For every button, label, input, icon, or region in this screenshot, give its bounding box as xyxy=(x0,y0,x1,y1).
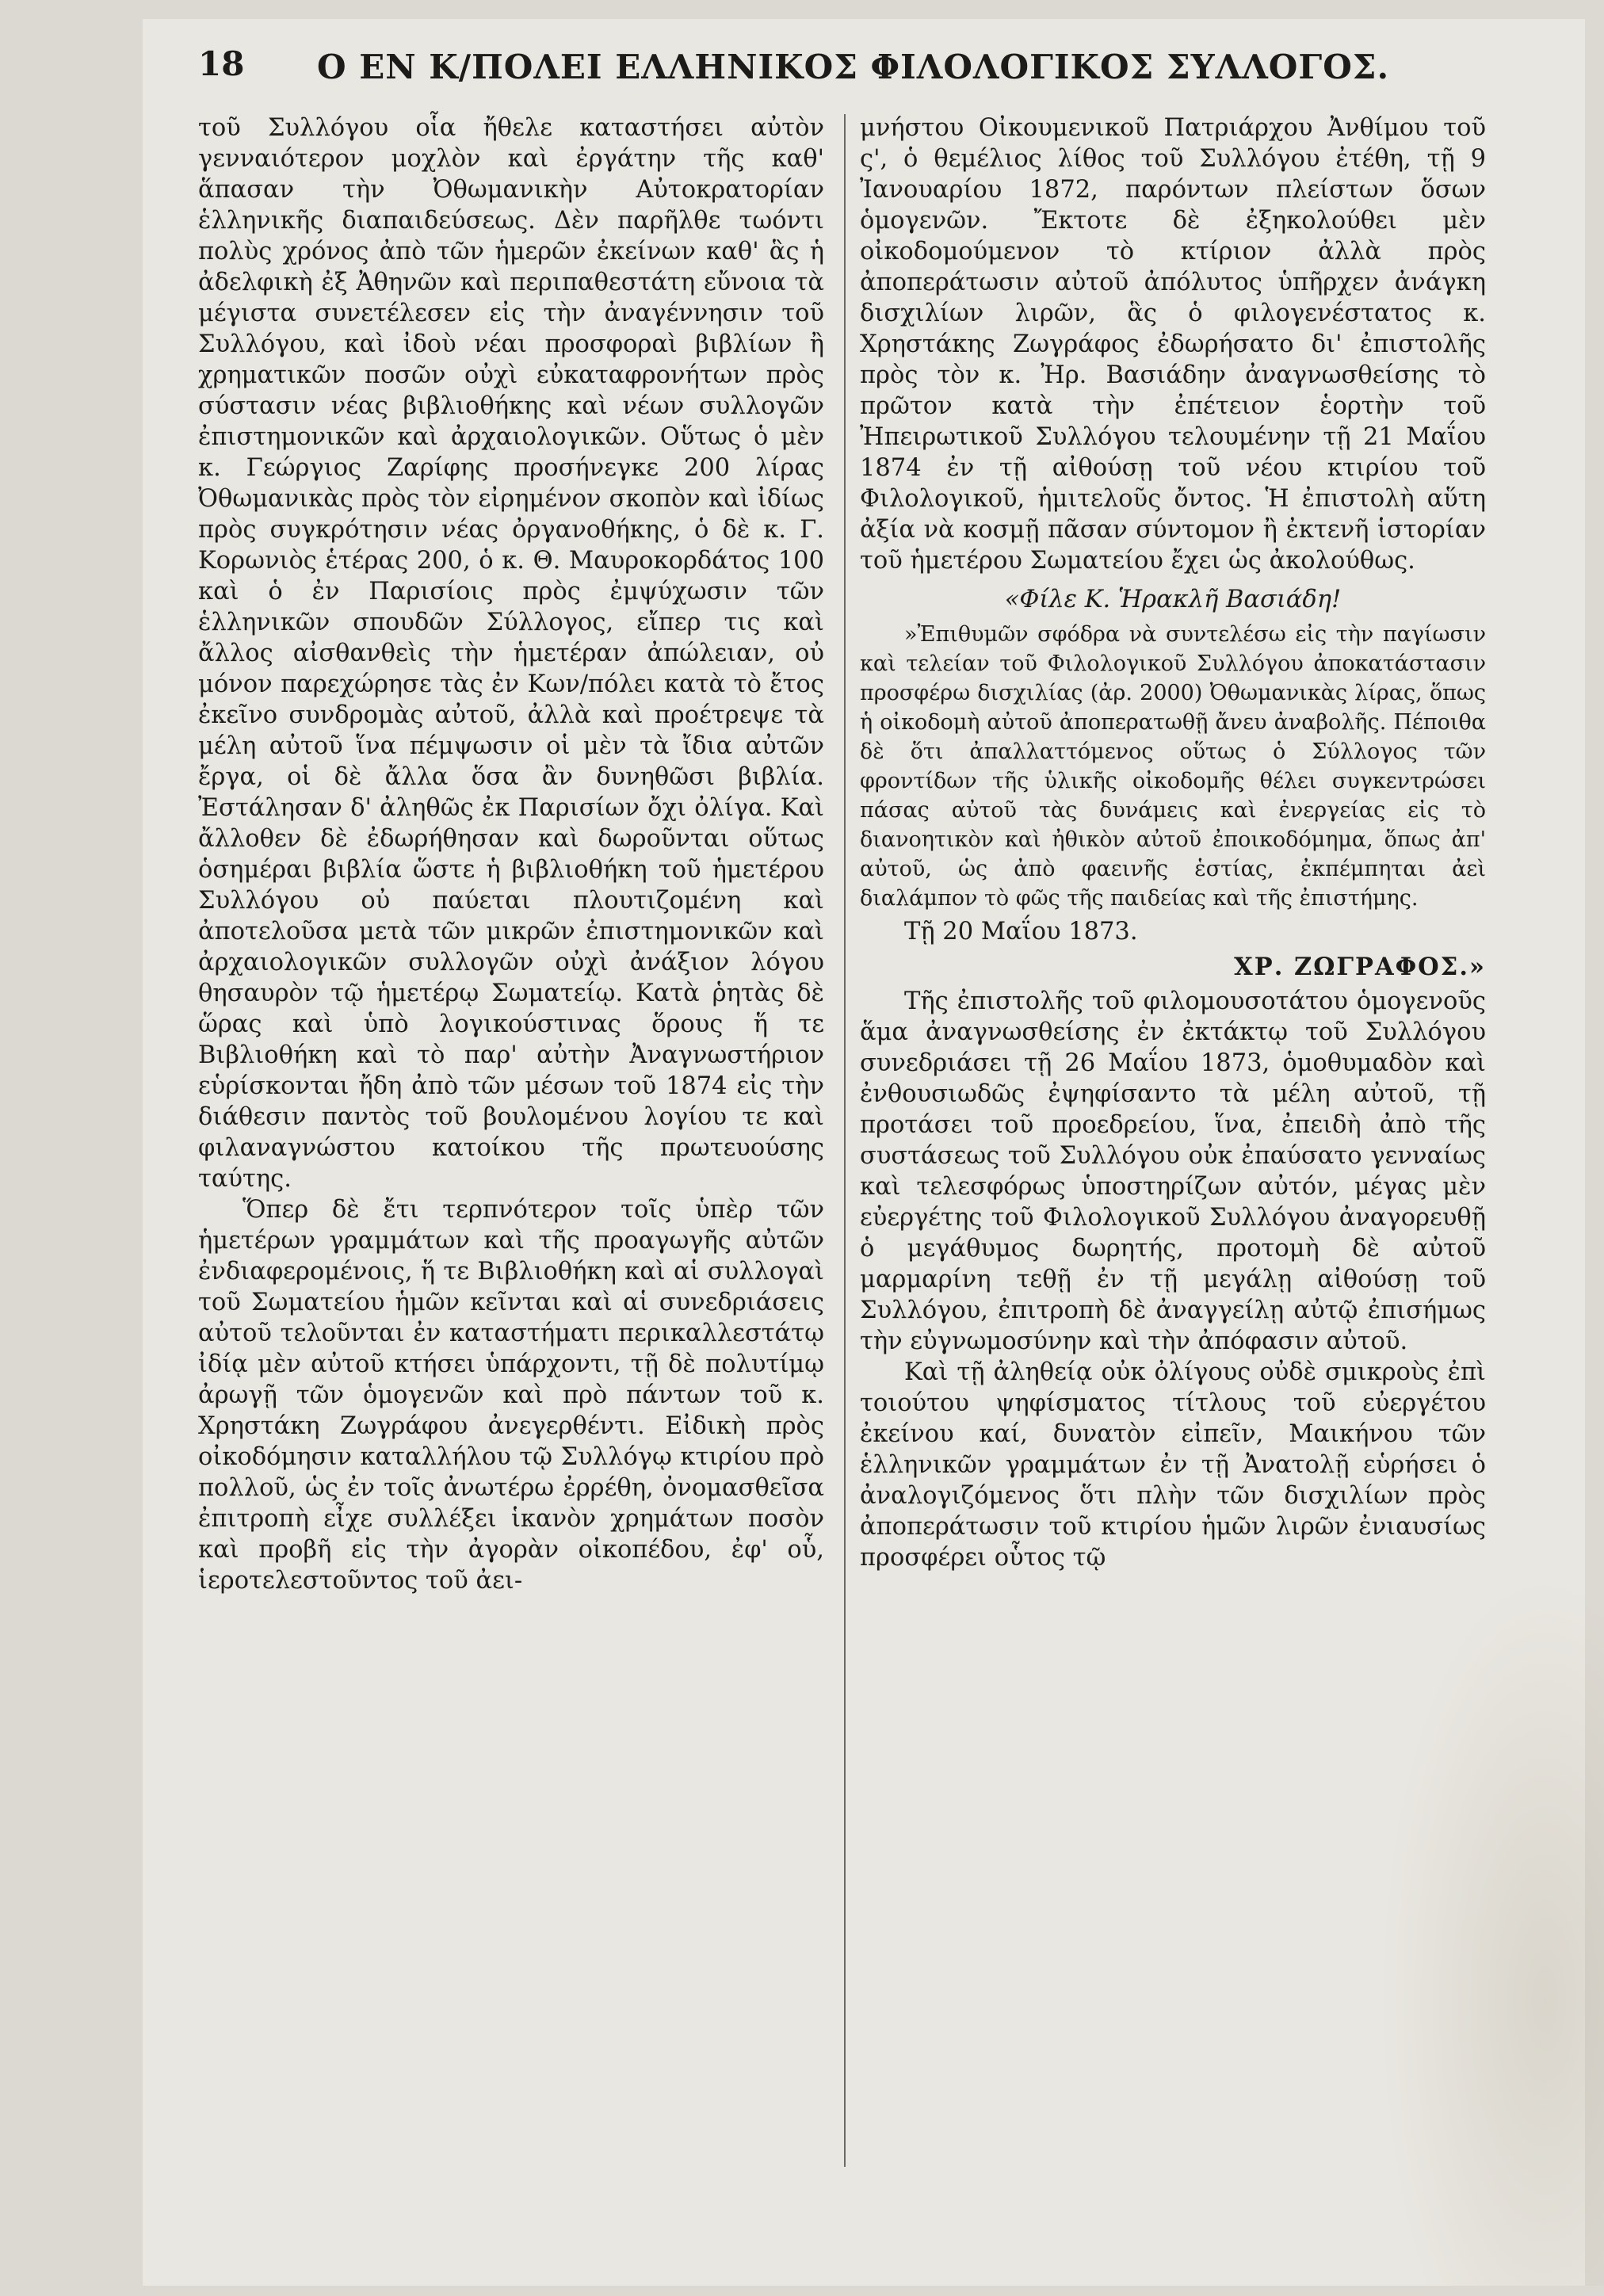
left-paragraph-1: τοῦ Συλλόγου οἷα ἤθελε καταστήσει αὐτὸν γενναιότερον μοχλὸν καὶ ἐργάτην τῆς καθ' ἅπασαν τὴν Ὀθωμανικὴν Αὐτοκρατορίαν ἑλληνικῆς διαπαιδεύσεως. Δὲν παρῆλθε τωόντι πολὺς χρόνος ἀπὸ τῶν ἡμερῶν ἐκείνων καθ' ἃς ἡ ἀδελφικὴ ἐξ Ἀθηνῶν καὶ περιπαθεστάτη εὔνοια τὰ μέγιστα συνετέλεσεν εἰς τὴν ἀναγέννησιν τοῦ Συλλόγου, καὶ ἰδοὺ νέαι προσφοραὶ βιβλίων ἢ χρηματικῶν ποσῶν οὐχὶ εὐκαταφρονήτων πρὸς σύστασιν νέας βιβλιοθήκης καὶ νέων συλλογῶν ἐπιστημονικῶν καὶ ἀρχαιολογικῶν. Οὕτως ὁ μὲν κ. Γεώργιος Ζαρίφης προσήνεγκε 200 λίρας Ὀθωμανικὰς πρὸς τὸν εἰρημένον σκοπὸν καὶ ἰδίως πρὸς συγκρότησιν νέας ὀργανοθήκης, ὁ δὲ κ. Γ. Κορωνιὸς ἑτέρας 200, ὁ κ. Θ. Μαυροκορδάτος 100 καὶ ὁ ἐν Παρισίοις πρὸς ἐμψύχωσιν τῶν ἑλληνικῶν σπουδῶν Σύλλογος, εἴπερ τις καὶ ἄλλος αἰσθανθεὶς τὴν ἡμετέραν ἀπώλειαν, οὐ μόνον παρεχώρησε τὰς ἐν Κων/πόλει κατὰ τὸ ἔτος ἐκεῖνο συνδρομὰς αὐτοῦ, ἀλλὰ καὶ προέτρεψε τὰ μέλη αὐτοῦ ἵνα πέμψωσιν οἱ μὲν τὰ ἴδια αὐτῶν ἔργα, οἱ δὲ ἄλλα ὅσα ἂν δυνηθῶσι βιβλία. Ἐστάλησαν δ' ἀληθῶς ἐκ Παρισίων ὄχι ὀλίγα. Καὶ ἄλλοθεν δὲ ἐδωρήθησαν καὶ δωροῦνται οὕτως ὁσημέραι βιβλία ὥστε ἡ βιβλιοθήκη τοῦ ἡμετέρου Συλλόγου οὐ παύεται πλουτιζομένη καὶ ἀποτελοῦσα μετὰ τῶν μικρῶν ἐπιστημονικῶν καὶ ἀρχαιολογικῶν συλλογῶν οὐχὶ ἀνάξιον λόγου θησαυρὸν τῷ ἡμετέρῳ Σωματείῳ. Κατὰ ῥητὰς δὲ ὥρας καὶ ὑπὸ λογικούστινας ὅρους ἥ τε Βιβλιοθήκη καὶ τὸ παρ' αὐτὴν Ἀναγνωστήριον εὑρίσκονται ἤδη ἀπὸ τῶν μέσων τοῦ 1874 εἰς τὴν διάθεσιν παντὸς τοῦ βουλομένου λογίου τε καὶ φιλαναγνώστου κατοίκου τῆς πρωτευούσης ταύτης. xyxy=(198,114,832,1193)
right-paragraph-1: μνήστου Οἰκουμενικοῦ Πατριάρχου Ἀνθίμου τοῦ ς', ὁ θεμέλιος λίθος τοῦ Συλλόγου ἐτέθη, τῇ 9 Ἰανουαρίου 1872, παρόντων πλείστων ὅσων ὁμογενῶν. Ἔκτοτε δὲ ἐξηκολούθει μὲν οἰκοδομούμενον τὸ κτίριον ἀλλὰ πρὸς ἀποπεράτωσιν αὐτοῦ ἀπόλυτος ὑπῆρχεν ἀνάγκη δισχιλίων λιρῶν, ἃς ὁ φιλογενέστατος κ. Χρηστάκης Ζωγράφος ἐδωρήσατο δι' ἐπιστολῆς πρὸς τὸν κ. Ἠρ. Βασιάδην ἀναγνωσθείσης τὸ πρῶτον κατὰ τὴν ἐπέτειον ἑορτὴν τοῦ Ἠπειρωτικοῦ Συλλόγου τελουμένην τῇ 21 Μαΐου 1874 ἐν τῇ αἰθούσῃ τοῦ νέου κτιρίου τοῦ Φιλολογικοῦ, ἡμιτελοῦς ὄντος. Ἡ ἐπιστολὴ αὕτη ἀξία νὰ κοσμῇ πᾶσαν σύντομον ἢ ἐκτενῆ ἱστορίαν τοῦ ἡμετέρου Σωματείου ἔχει ὡς ἀκολούθως. xyxy=(860,114,1494,575)
right-paragraph-3: Καὶ τῇ ἀληθείᾳ οὐκ ὀλίγους οὐδὲ σμικροὺς ἐπὶ τοιούτου ψηφίσματος τίτλους τοῦ εὐεργέτου ἐκείνου καί, δυνατὸν εἰπεῖν, Μαικήνου τῶν ἑλληνικῶν γραμμάτων ἐν τῇ Ἀνατολῇ εὑρήσει ὁ ἀναλογιζόμενος ὅτι πλὴν τῶν δισχιλίων πρὸς ἀποπεράτωσιν τοῦ κτιρίου ἡμῶν λιρῶν ἐνιαυσίως προσφέρει οὗτος τῷ xyxy=(860,1358,1494,1572)
left-column xyxy=(198,113,832,1596)
right-paragraph-2: Τῆς ἐπιστολῆς τοῦ φιλομουσοτάτου ὁμογενοῦς ἅμα ἀναγνωσθείσης ἐν ἐκτάκτῳ τοῦ Συλλόγου συνεδριάσει τῇ 26 Μαΐου 1873, ὁμοθυμαδὸν καὶ ἐνθουσιωδῶς ἐψηφίσαντο τὰ μέλη αὐτοῦ, τῇ προτάσει τοῦ προεδρείου, ἵνα, ἐπειδὴ ἀπὸ τῆς συστάσεως τοῦ Συλλόγου οὐκ ἐπαύσατο γενναίως καὶ τελεσφόρως ὑποστηρίζων αὐτόν, μέγας μὲν εὐεργέτης τοῦ Φιλολογικοῦ Συλλόγου ἀναγορευθῇ ὁ μεγάθυμος δωρητής, προτομὴ δὲ αὐτοῦ μαρμαρίνη τεθῇ ἐν τῇ μεγάλῃ αἰθούσῃ τοῦ Συλλόγου, ἐπιτροπὴ δὲ ἀναγγείλῃ αὐτῷ ἐπισήμως τὴν εὐγνωμοσύνην καὶ τὴν ἀπόφασιν αὐτοῦ. xyxy=(860,988,1494,1355)
left-paragraph-2: Ὅπερ δὲ ἔτι τερπνότερον τοῖς ὑπὲρ τῶν ἡμετέρων γραμμάτων καὶ τῆς προαγωγῆς αὐτῶν ἐνδιαφερομένοις, ἥ τε Βιβλιοθήκη καὶ αἱ συλλογαὶ τοῦ Σωματείου ἡμῶν κεῖνται καὶ αἱ συνεδριάσεις αὐτοῦ τελοῦνται ἐν καταστήματι περικαλλεστάτῳ ἰδίᾳ μὲν αὐτοῦ κτήσει ὑπάρχοντι, τῇ δὲ πολυτίμῳ ἀρωγῇ τῶν ὁμογενῶν καὶ πρὸ πάντων τοῦ κ. Χρηστάκη Ζωγράφου ἀνεγερθέντι. Εἰδικὴ πρὸς οἰκοδόμησιν καταλλήλου τῷ Συλλόγῳ κτιρίου πρὸ πολλοῦ, ὡς ἐν τοῖς ἀνωτέρω ἐρρέθη, ὀνομασθεῖσα ἐπιτροπὴ εἶχε συλλέξει ἱκανὸν χρημάτων ποσὸν καὶ προβῆ εἰς τὴν ἀγορὰν οἰκοπέδου, ἐφ' οὗ, ἱεροτελεστοῦντος τοῦ ἀει- xyxy=(198,1196,832,1595)
letter-signature: ΧΡ. ΖΩΓΡΑΦΟΣ.» xyxy=(1234,953,1486,981)
paper-stain xyxy=(1379,1572,1604,2286)
column-divider xyxy=(844,114,846,2167)
page-header xyxy=(198,40,1419,103)
running-title: Ο ΕΝ Κ/ΠΟΛΕΙ ΕΛΛΗΝΙΚΟΣ ΦΙΛΟΛΟΓΙΚΟΣ ΣΥΛΛΟΓΟΣ. xyxy=(317,48,1390,86)
letter-date: Τῇ 20 Μαΐου 1873. xyxy=(904,918,1138,946)
page-number: 18 xyxy=(198,44,245,83)
letter-body: »Ἐπιθυμῶν σφόδρα νὰ συντελέσω εἰς τὴν παγίωσιν καὶ τελείαν τοῦ Φιλολογικοῦ Συλλόγου ἀποκατάστασιν προσφέρω δισχιλίας (ἀρ. 2000) Ὀθωμανικὰς λίρας, ὅπως ἡ οἰκοδομὴ αὐτοῦ ἀποπερατωθῇ ἄνευ ἀναβολῆς. Πέποιθα δὲ ὅτι ἀπαλλαττόμενος οὕτως ὁ Σύλλογος τῶν φροντίδων τῆς ὑλικῆς οἰκοδομῆς θέλει συγκεντρώσει πάσας αὐτοῦ τὰς δυνάμεις καὶ ἐνεργείας εἰς τὸ διανοητικὸν καὶ ἠθικὸν αὐτοῦ ἐποικοδόμημα, ὅπως ἀπ' αὐτοῦ, ὡς ἀπὸ φαεινῆς ἑστίας, ἐκπέμπηται ἀεὶ διαλάμπον τὸ φῶς τῆς παιδείας καὶ τῆς ἐπιστήμης. xyxy=(860,622,1493,911)
page-sheet xyxy=(143,19,1585,2286)
right-column xyxy=(860,113,1494,1573)
letter-salutation: «Φίλε Κ. Ἡρακλῆ Βασιάδη! xyxy=(1004,586,1342,613)
